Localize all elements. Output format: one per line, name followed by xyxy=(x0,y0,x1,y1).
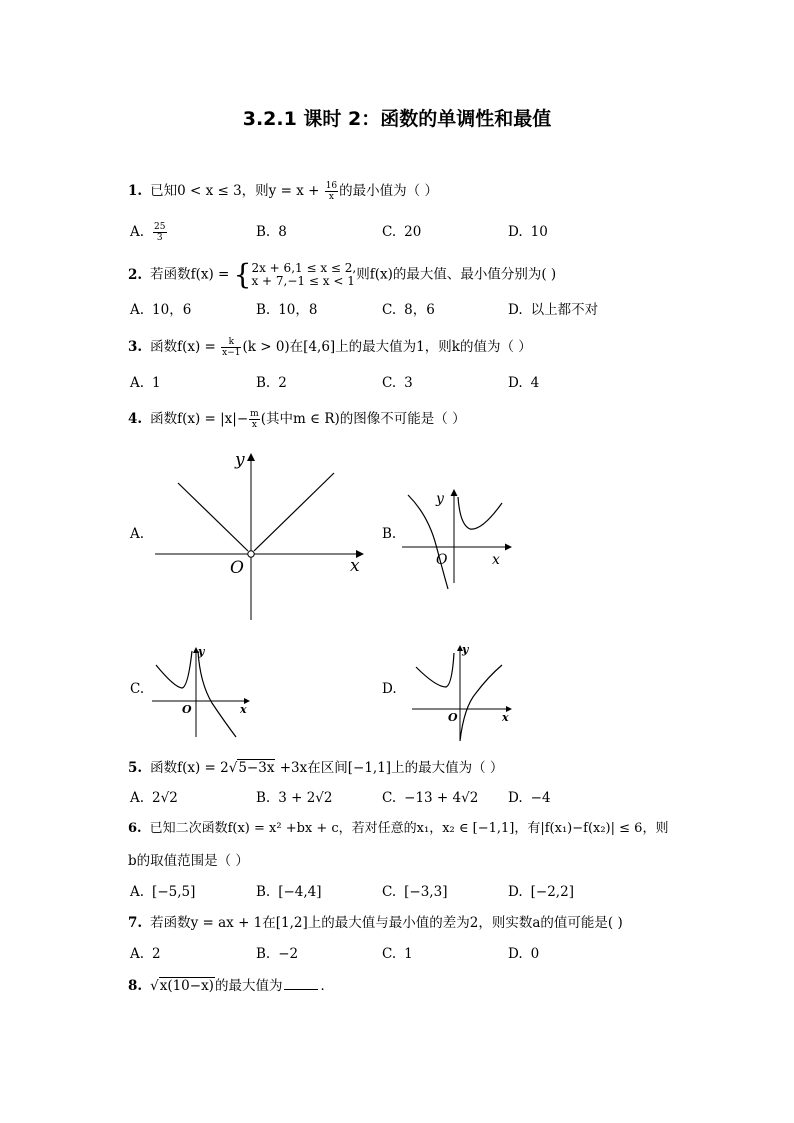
question-6 xyxy=(128,819,668,839)
origin-label: O xyxy=(230,558,244,578)
question-number: 5. xyxy=(128,760,143,776)
question-number: 1. xyxy=(128,183,143,199)
option-a[interactable] xyxy=(130,788,178,808)
option-c[interactable] xyxy=(382,300,435,320)
x-axis-label: x xyxy=(240,703,247,716)
option-text: −4 xyxy=(530,790,551,806)
option-label: A. xyxy=(130,946,145,962)
page-title: 3.2.1 课时 2：函数的单调性和最值 xyxy=(242,108,552,130)
option-d[interactable] xyxy=(508,373,539,393)
y-axis-label: y xyxy=(235,450,245,470)
option-label: D. xyxy=(508,302,523,318)
option-text: 4 xyxy=(530,375,540,391)
option-a[interactable] xyxy=(130,373,161,393)
option-text: 2 xyxy=(152,946,161,962)
question-number: 8. xyxy=(128,978,143,994)
curve-left xyxy=(416,653,454,687)
option-d[interactable] xyxy=(508,222,548,242)
option-label: B. xyxy=(256,884,271,900)
x-axis-label: x xyxy=(350,556,360,576)
option-text: [−5,5] xyxy=(152,884,196,900)
question-number: 2. xyxy=(128,266,143,283)
question-5 xyxy=(128,758,503,778)
graph-a xyxy=(150,445,370,625)
origin-label: O xyxy=(448,711,458,724)
option-label: C. xyxy=(382,224,397,240)
question-text-end: 则f(x)的最大值、最小值分别为( ) xyxy=(356,266,557,283)
option-d[interactable] xyxy=(508,788,551,808)
option-text: 2√2 xyxy=(152,790,178,806)
denominator: x xyxy=(328,192,334,202)
option-a[interactable] xyxy=(130,944,161,964)
origin-label: O xyxy=(436,552,448,568)
question-text: 若函数y = ax + 1在[1,2]上的最大值与最小值的差为2，则实数a的值可能是( ) xyxy=(150,915,623,931)
option-text: 10，8 xyxy=(278,302,318,318)
question-number: 6. xyxy=(128,821,142,836)
curve-left xyxy=(408,495,448,589)
option-label: A. xyxy=(130,790,145,806)
option-text: [−2,2] xyxy=(530,884,574,900)
question-text: 若函数f(x) = xyxy=(150,266,234,283)
answer-blank[interactable] xyxy=(284,989,318,990)
option-d[interactable] xyxy=(508,300,598,320)
option-label: D. xyxy=(508,375,523,391)
option-text: 8，6 xyxy=(404,302,435,318)
option-text: 20 xyxy=(404,224,422,240)
option-a[interactable] xyxy=(130,222,168,243)
question-1 xyxy=(128,181,438,202)
question-2 xyxy=(128,258,557,291)
question-text-end: 的最小值为（ ） xyxy=(339,183,438,199)
option-b[interactable] xyxy=(256,944,298,964)
question-text: 已知二次函数f(x) = x² +bx + c，若对任意的x₁，x₂ ∈ [−1,1]，有|f(x₁)−f(x₂)| ≤ 6，则 xyxy=(149,821,669,836)
y-axis-label: y xyxy=(436,491,444,507)
graph-label-b[interactable]: B. xyxy=(382,526,397,542)
fraction xyxy=(221,337,241,358)
question-3 xyxy=(128,337,532,358)
sqrt-icon: √ xyxy=(228,760,238,776)
brace-icon: { xyxy=(233,258,252,291)
option-label: B. xyxy=(256,946,271,962)
question-text: 函数f(x) = xyxy=(150,339,221,355)
option-label: B. xyxy=(256,302,271,318)
question-text-end: (k > 0)在[4,6]上的最大值为1，则k的值为（ ） xyxy=(242,339,532,355)
option-c[interactable] xyxy=(382,882,447,902)
graph-b xyxy=(398,485,518,593)
question-text-end: (其中m ∈ R)的图像不可能是（ ） xyxy=(260,411,466,427)
option-text: −13 + 4√2 xyxy=(404,790,479,806)
question-number: 7. xyxy=(128,915,143,931)
option-label: D. xyxy=(508,224,523,240)
option-label: D. xyxy=(508,946,523,962)
fraction xyxy=(325,181,338,202)
curve-right xyxy=(460,665,502,741)
graph-label-d[interactable]: D. xyxy=(382,681,397,697)
option-c[interactable] xyxy=(382,373,413,393)
x-axis-label: x xyxy=(502,711,509,724)
piece-2: x + 7,−1 ≤ x < 1 xyxy=(251,274,355,288)
fraction xyxy=(249,409,260,430)
curve-right xyxy=(198,651,236,737)
question-6-line-2: b的取值范围是（ ） xyxy=(128,853,249,869)
option-text: 以上都不对 xyxy=(530,302,599,318)
question-7 xyxy=(128,913,623,933)
option-c[interactable] xyxy=(382,944,413,964)
option-label: B. xyxy=(256,224,271,240)
curve-right xyxy=(254,473,334,551)
question-number: 3. xyxy=(128,339,143,355)
option-text: [−4,4] xyxy=(278,884,322,900)
option-text: 3 + 2√2 xyxy=(278,790,333,806)
option-text: 1 xyxy=(152,375,161,391)
option-a[interactable] xyxy=(130,882,195,902)
y-axis-label: y xyxy=(462,643,469,656)
graph-d xyxy=(408,643,518,743)
option-label: C. xyxy=(382,946,397,962)
numerator: 25 xyxy=(154,222,166,232)
question-end: ． xyxy=(320,978,334,994)
question-text: 已知0 < x ≤ 3，则y = x + xyxy=(150,183,324,199)
graph-c xyxy=(148,643,258,743)
sqrt-icon: √ xyxy=(150,978,159,994)
piece-1: 2x + 6,1 ≤ x ≤ 2, xyxy=(251,261,357,275)
option-label: C. xyxy=(382,302,397,318)
option-text: 10，6 xyxy=(152,302,192,318)
y-axis-label: y xyxy=(198,645,205,658)
radicand: x(10−x) xyxy=(159,978,214,994)
curve-left xyxy=(156,651,192,688)
question-4 xyxy=(128,409,466,430)
option-label: D. xyxy=(508,884,523,900)
option-b[interactable] xyxy=(256,300,318,320)
option-b[interactable] xyxy=(256,882,322,902)
piecewise xyxy=(251,262,356,288)
radicand: 5−3x xyxy=(238,760,275,776)
option-text: 3 xyxy=(404,375,413,391)
graph-label-a[interactable]: A. xyxy=(130,526,145,542)
option-text: 10 xyxy=(530,224,548,240)
option-b[interactable] xyxy=(256,222,287,242)
x-axis-label: x xyxy=(492,552,500,568)
option-text: [−3,3] xyxy=(404,884,448,900)
option-label: A. xyxy=(130,884,145,900)
denominator: x−1 xyxy=(222,348,241,358)
question-text: 函数f(x) = 2 xyxy=(150,760,229,776)
fraction xyxy=(153,222,166,243)
question-8 xyxy=(128,976,334,996)
option-label: A. xyxy=(130,302,145,318)
denominator: 3 xyxy=(156,233,163,243)
option-text: 8 xyxy=(278,224,287,240)
option-label: B. xyxy=(256,375,271,391)
numerator: k xyxy=(221,337,241,348)
curve-right xyxy=(458,497,502,529)
option-b[interactable] xyxy=(256,373,287,393)
option-label: A. xyxy=(130,375,145,391)
option-text: 2 xyxy=(278,375,287,391)
option-b[interactable] xyxy=(256,788,332,808)
denominator: x xyxy=(251,420,257,430)
option-a[interactable] xyxy=(130,300,191,320)
numerator: m xyxy=(250,409,259,419)
question-text: 函数f(x) = |x|− xyxy=(150,411,249,427)
origin-label: O xyxy=(182,703,192,716)
option-d[interactable] xyxy=(508,882,574,902)
hollow-point xyxy=(248,551,254,557)
question-number: 4. xyxy=(128,411,143,427)
numerator: 16 xyxy=(325,181,338,191)
option-label: C. xyxy=(382,884,397,900)
option-label: A. xyxy=(130,224,145,240)
graph-label-c[interactable]: C. xyxy=(130,681,145,697)
option-label: B. xyxy=(256,790,271,806)
option-text: 0 xyxy=(530,946,540,962)
question-text: 的最大值为 xyxy=(214,978,283,994)
option-text: 1 xyxy=(404,946,413,962)
option-label: C. xyxy=(382,375,397,391)
question-text-end: +3x在区间[−1,1]上的最大值为（ ） xyxy=(275,760,504,776)
curve-left xyxy=(178,483,248,551)
option-c[interactable] xyxy=(382,788,478,808)
option-text: −2 xyxy=(278,946,299,962)
option-d[interactable] xyxy=(508,944,539,964)
option-label: C. xyxy=(382,790,397,806)
option-c[interactable] xyxy=(382,222,421,242)
option-label: D. xyxy=(508,790,523,806)
